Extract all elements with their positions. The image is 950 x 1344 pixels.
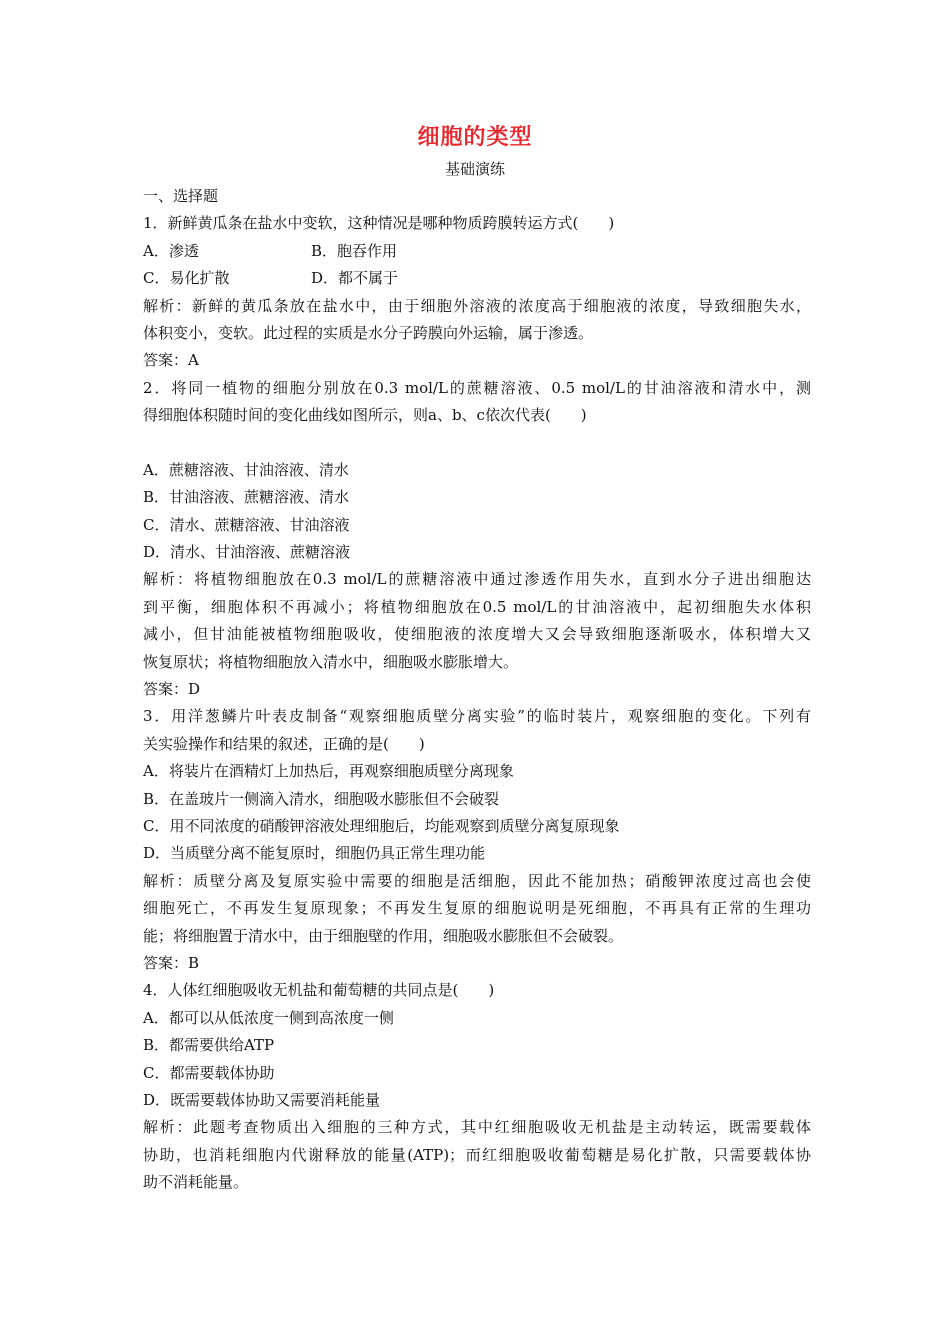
page-title: 细胞的类型 xyxy=(417,124,533,150)
q3-analysis-line: 能；将细胞置于清水中，由于细胞壁的作用，细胞吸水膨胀但不会破裂。 xyxy=(143,926,624,945)
q1-analysis-line: 体积变小，变软。此过程的实质是水分子跨膜向外运输，属于渗透。 xyxy=(143,323,594,342)
q2-analysis-line: 恢复原状；将植物细胞放入清水中，细胞吸水膨胀增大。 xyxy=(143,652,519,671)
q4-option-d: D．既需要载体协助又需要消耗能量 xyxy=(143,1090,381,1109)
q1-answer: 答案：A xyxy=(143,351,199,370)
q4-option-c: C．都需要载体协助 xyxy=(143,1063,275,1082)
q3-answer: 答案：B xyxy=(143,953,200,972)
q4-option-b: B．都需要供给ATP xyxy=(143,1036,275,1055)
q3-analysis-line: 细胞死亡，不再发生复原现象；不再发生复原的细胞说明是死细胞，不再具有正常的生理功 xyxy=(143,899,811,918)
q3-option-d: D．当质壁分离不能复原时，细胞仍具正常生理功能 xyxy=(143,844,486,863)
q2-option-b: B．甘油溶液、蔗糖溶液、清水 xyxy=(143,488,350,507)
q1-analysis-line: 解析：新鲜的黄瓜条放在盐水中，由于细胞外溶液的浓度高于细胞液的浓度，导致细胞失水， xyxy=(143,296,811,315)
q2-stem-line: 2．将同一植物的细胞分别放在0.3 mol/L的蔗糖溶液、0.5 mol/L的甘油溶液和清水中，测 xyxy=(143,378,811,397)
q1-options-row1 xyxy=(143,238,811,265)
q3-stem-line: 关实验操作和结果的叙述，正确的是( ) xyxy=(143,734,425,753)
q1-option-a: A．渗透 xyxy=(143,241,199,260)
q1-option-d: D．都不属于 xyxy=(311,269,399,288)
q3-option-c: C．用不同浓度的硝酸钾溶液处理细胞后，均能观察到质壁分离复原现象 xyxy=(143,816,620,835)
q4-analysis-line: 助不消耗能量。 xyxy=(143,1173,249,1192)
q2-option-a: A．蔗糖溶液、甘油溶液、清水 xyxy=(143,460,349,479)
q3-option-b: B．在盖玻片一侧滴入清水，细胞吸水膨胀但不会破裂 xyxy=(143,789,500,808)
q2-answer: 答案：D xyxy=(143,680,201,699)
q2-option-d: D．清水、甘油溶液、蔗糖溶液 xyxy=(143,543,351,562)
q4-stem: 4．人体红细胞吸收无机盐和葡萄糖的共同点是( ) xyxy=(143,981,495,1000)
q4-option-a: A．都可以从低浓度一侧到高浓度一侧 xyxy=(143,1008,394,1027)
q4-analysis-line: 协助，也消耗细胞内代谢释放的能量(ATP)；而红细胞吸收葡萄糖是易化扩散，只需要载体协 xyxy=(143,1145,811,1164)
q4-analysis-line: 解析：此题考查物质出入细胞的三种方式，其中红细胞吸收无机盐是主动转运，既需要载体 xyxy=(143,1118,811,1137)
q2-stem-line: 得细胞体积随时间的变化曲线如图所示，则a、b、c依次代表( ) xyxy=(143,406,587,425)
q2-analysis-line: 到平衡，细胞体积不再减小；将植物细胞放在0.5 mol/L的甘油溶液中，起初细胞失水体积 xyxy=(143,597,811,616)
q3-option-a: A．将装片在酒精灯上加热后，再观察细胞质壁分离现象 xyxy=(143,762,514,781)
q1-options-row2 xyxy=(143,265,811,292)
q2-analysis-line: 解析：将植物细胞放在0.3 mol/L的蔗糖溶液中通过渗透作用失水，直到水分子进出细胞达 xyxy=(143,570,811,589)
q3-analysis-line: 解析：质壁分离及复原实验中需要的细胞是活细胞，因此不能加热；硝酸钾浓度过高也会使 xyxy=(143,871,811,890)
q2-figure-space xyxy=(143,430,811,457)
q2-option-c: C．清水、蔗糖溶液、甘油溶液 xyxy=(143,515,350,534)
q1-stem: 1．新鲜黄瓜条在盐水中变软，这种情况是哪种物质跨膜转运方式( ) xyxy=(143,214,615,233)
page-subtitle: 基础演练 xyxy=(444,160,505,178)
q1-option-c: C．易化扩散 xyxy=(143,269,230,288)
q2-analysis-line: 减小，但甘油能被植物细胞吸收，使细胞液的浓度增大又会导致细胞逐渐吸水，体积增大又 xyxy=(143,625,811,644)
q1-option-b: B．胞吞作用 xyxy=(311,241,398,260)
document-body xyxy=(143,183,811,1196)
q3-stem-line: 3．用洋葱鳞片叶表皮制备“观察细胞质壁分离实验”的临时装片，观察细胞的变化。下列有 xyxy=(143,707,811,726)
section-heading: 一、选择题 xyxy=(143,187,219,205)
